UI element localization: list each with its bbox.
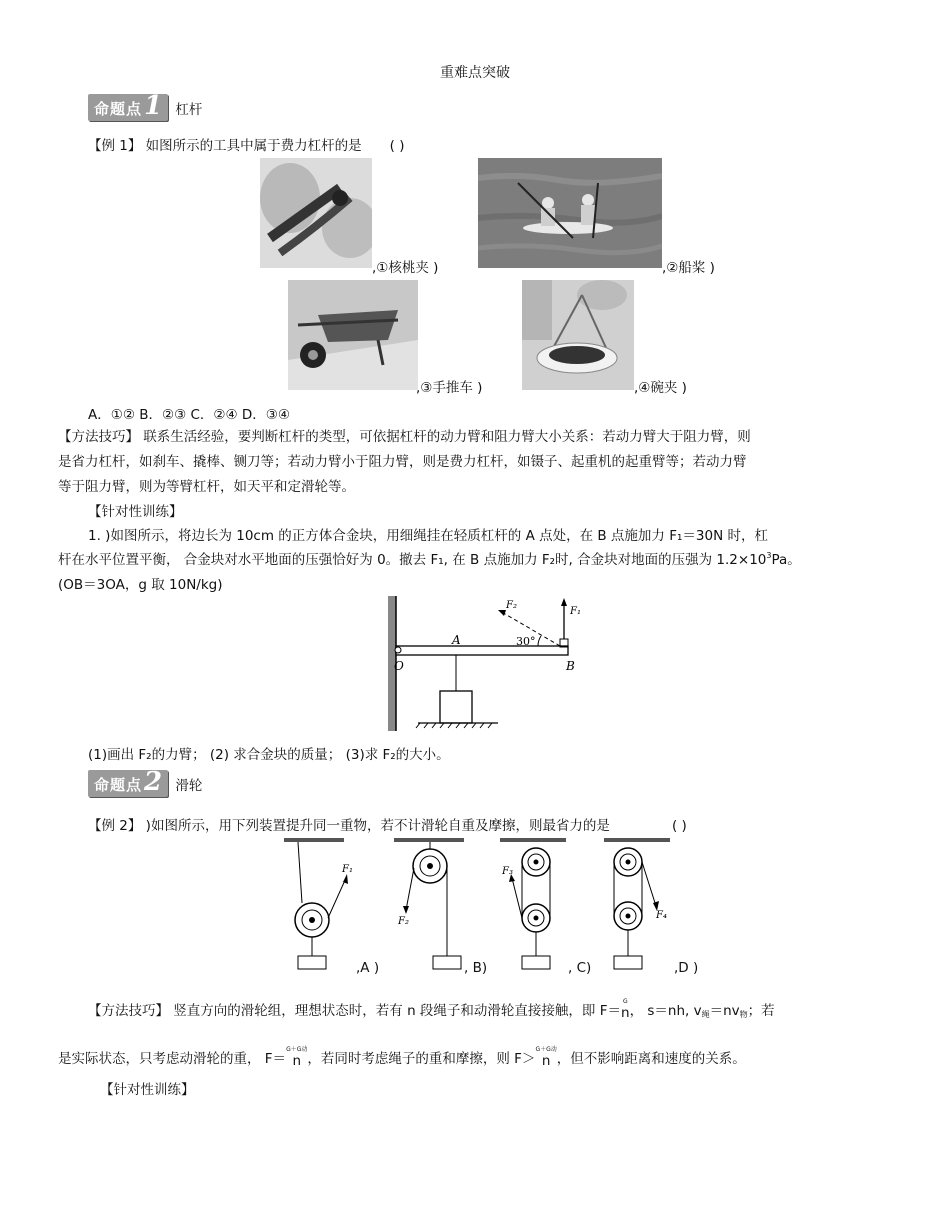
topic-badge: 命题点1 bbox=[88, 94, 168, 121]
question-1-line-1: 1. )如图所示，将边长为 10cm 的正方体合金块，用细绳挂在轻质杠杆的 A 点处，在 B 点施加力 F₁＝30N 时，杠 bbox=[88, 528, 768, 544]
label-b: B bbox=[566, 659, 575, 673]
example-1-stem: 【例 1】 如图所示的工具中属于费力杠杆的是 ( ) bbox=[88, 138, 405, 154]
tip-1-line-1: 【方法技巧】 联系生活经验，要判断杠杆的类型，可依据杠杆的动力臂和阻力臂大小关系：若动力臂大于阻力臂，则 bbox=[58, 429, 751, 445]
svg-text:F₁: F₁ bbox=[342, 864, 353, 875]
caption-c: , C) bbox=[568, 960, 592, 976]
topic-2-heading bbox=[88, 767, 203, 797]
tip-1-line-2: 是省力杠杆，如刹车、撬棒、铡刀等；若动力臂小于阻力臂，则是费力杠杆，如镊子、起重机的起重臂等；若动力臂 bbox=[58, 454, 747, 470]
label-o: O bbox=[394, 659, 404, 673]
question-1-line-3: (OB＝3OA，g 取 10N/kg) bbox=[58, 577, 223, 593]
training-1-heading: 【针对性训练】 bbox=[88, 504, 183, 520]
nutcracker-photo bbox=[260, 158, 372, 268]
sub-questions: (1)画出 F₂的力臂； (2) 求合金块的质量； (3)求 F₂的大小。 bbox=[88, 747, 450, 763]
topic-1-heading bbox=[88, 91, 203, 121]
pulley-d-diagram bbox=[604, 838, 676, 970]
question-1-line-2: 杆在水平位置平衡， 合金块对水平地面的压强恰好为 0。撤去 F₁, 在 B 点施加力 F₂时, 合金块对地面的压强为 $1.2\times 10^3Pa$。 bbox=[58, 551, 801, 568]
caption-b: , B) bbox=[464, 960, 488, 976]
topic-label: 滑轮 bbox=[175, 778, 203, 794]
caption-3: ,③手推车 ) bbox=[416, 380, 483, 396]
label-f1: F₁ bbox=[570, 606, 581, 617]
tip-2-line-2: 是实际状态，只考虑动滑轮的重， F＝ G＋G动 n ，若同时考虑绳子的重和摩擦，则 F＞ G＋G动 n ，但不影响距离和速度的关系。 bbox=[58, 1046, 746, 1069]
topic-badge: 命题点2 bbox=[88, 770, 168, 797]
pulley-b-diagram bbox=[394, 838, 466, 970]
example-1-options: A．①② B．②③ C．②④ D．③④ bbox=[88, 407, 291, 423]
wheelbarrow-photo bbox=[288, 280, 418, 390]
tip-2-line-1: 【方法技巧】 竖直方向的滑轮组，理想状态时，若有 n 段绳子和动滑轮直接接触，即 F＝ G n ， s＝nh, $v_绳=nv_物$；若 bbox=[88, 998, 775, 1021]
training-2-heading: 【针对性训练】 bbox=[100, 1082, 195, 1098]
lever-diagram bbox=[388, 596, 590, 734]
label-angle: 30° bbox=[516, 635, 536, 648]
example-2-stem: 【例 2】 )如图所示，用下列装置提升同一重物，若不计滑轮自重及摩擦，则最省力的是 ( ) bbox=[88, 818, 687, 834]
caption-1: ,①核桃夹 ) bbox=[372, 260, 439, 276]
caption-a: ,A ) bbox=[356, 960, 380, 976]
caption-d: ,D ) bbox=[674, 960, 699, 976]
tip-1-line-3: 等于阻力臂，则为等臂杠杆，如天平和定滑轮等。 bbox=[58, 479, 355, 495]
caption-4: ,④碗夹 ) bbox=[634, 380, 687, 396]
pulley-c-diagram bbox=[500, 838, 568, 970]
bowl-clamp-photo bbox=[522, 280, 634, 390]
kayak-photo bbox=[478, 158, 662, 268]
label-a: A bbox=[452, 633, 461, 647]
label-f2: F₂ bbox=[506, 600, 517, 611]
pulley-a-diagram bbox=[284, 838, 356, 970]
caption-2: ,②船桨 ) bbox=[662, 260, 715, 276]
page-title: 重难点突破 bbox=[440, 65, 510, 81]
svg-text:F₃: F₃ bbox=[502, 866, 513, 877]
svg-text:F₄: F₄ bbox=[656, 910, 667, 921]
svg-text:F₂: F₂ bbox=[398, 916, 409, 927]
topic-label: 杠杆 bbox=[175, 102, 203, 118]
